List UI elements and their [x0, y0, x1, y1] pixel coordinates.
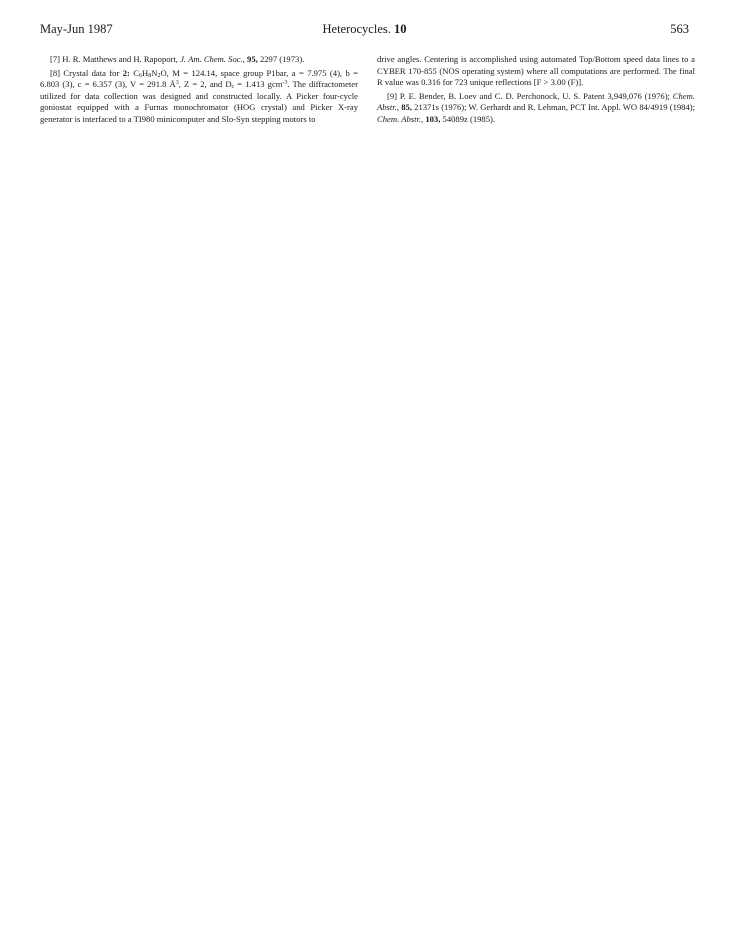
running-title [40, 22, 689, 37]
reference-8 [40, 68, 358, 126]
ref-8-text-4: = 1.413 gcm [234, 79, 283, 90]
ref-8-text-3: , Z = 2, and D [178, 79, 232, 90]
reference-9 [377, 91, 695, 126]
ref-9-journal-2: Chem. Abstr., [377, 113, 424, 124]
left-column [40, 54, 358, 126]
journal-name: Heterocycles. [322, 22, 391, 36]
reference-7 [40, 54, 358, 66]
right-column [377, 54, 695, 126]
ref-9-text-1: P. E. Bender, B. Loev and C. D. Perchonock, U. S. Patent 3,949,076 (1976); [399, 90, 670, 101]
ref-9-text-2: 21371s (1976); W. Gerhardt and R. Lehman, PCT Int. Appl. WO 84/4919 (1984); [414, 102, 696, 113]
ref-8-text-1: Crystal data for [63, 67, 120, 78]
ref-8-density-subscript: c [231, 84, 235, 91]
ref-9-volume-2: 103, [425, 113, 441, 124]
ref-8-number: [8] [50, 67, 61, 78]
ref-7-journal: J. Am. Chem. Soc., [180, 54, 245, 64]
ref-7-authors: H. R. Matthews and H. Rapoport, [62, 54, 178, 64]
ref-9-journal-1: Chem. Abstr., [377, 90, 695, 113]
reference-8-continued: drive angles. Centering is accomplished using automated Top/Bottom speed data lines to a CYBER 170-855 (NOS operating system) where all computations are performed. The final R value was 0.316 for 723 unique reflections [F > 3.00 (F)]. [377, 54, 695, 88]
page-header [40, 22, 689, 38]
ref-8-compound: 2: [122, 67, 130, 78]
page-number: 563 [670, 22, 689, 36]
ref-7-volume: 95, [247, 54, 258, 64]
ref-8-text-2: M = 124.14, space group P1bar, a = 7.975 (4), b = 6.803 (3), c = 6.357 (3), V = 291.8 Å [40, 67, 358, 90]
ref-8-density-exponent: -3 [282, 80, 288, 87]
ref-8-volume-exponent: 3 [175, 80, 179, 87]
ref-7-tail: 2297 (1973). [259, 54, 305, 64]
ref-7-number: [7] [50, 54, 61, 64]
ref-9-text-3: 54089z (1985). [442, 113, 496, 124]
ref-8-text-5: . The diffractometer utilized for data collection was designed and constructed locally. A Picker four-cycle goniostat equipped with a Furnas monochromator (HOG crystal) and Picker X-ray generator is interfaced to a TI980 minicomputer and Slo-Syn stepping motors to [40, 79, 358, 124]
ref-8-formula: $C_6H_8N_2O$, [133, 67, 169, 79]
ref-9-volume-1: 85, [401, 102, 412, 113]
journal-volume: 10 [394, 22, 407, 36]
issue-date: May-Jun 1987 [40, 22, 113, 36]
ref-9-number: [9] [387, 90, 398, 101]
